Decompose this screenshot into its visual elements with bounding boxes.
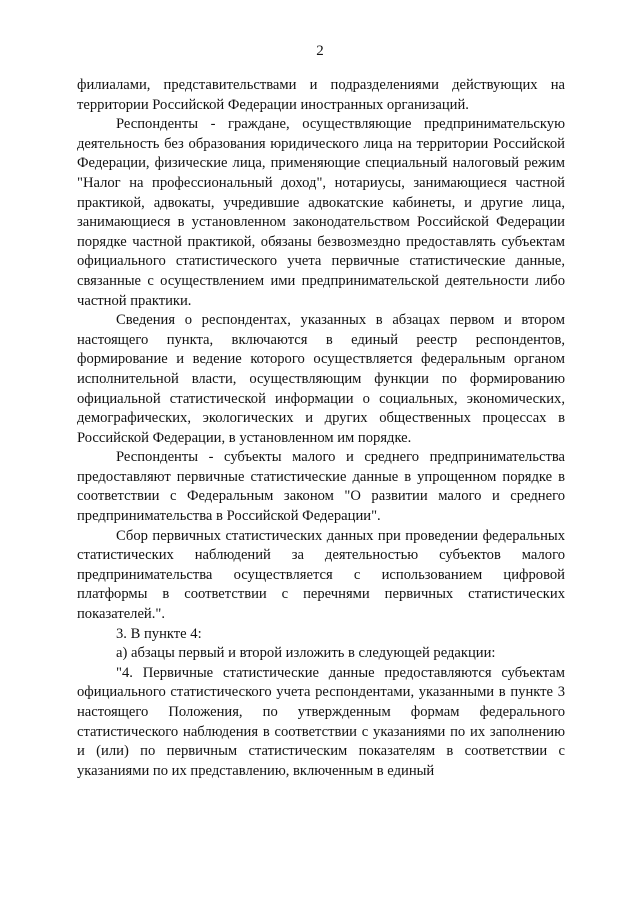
paragraph-point-4-new-text: "4. Первичные статистические данные предоставляются субъектам официального статистического учета респондентами, указанными в пункте 3 настоящего Положения, по утвержденным формам федерального статистического наблюдения в соответствии с указаниями по их заполнению и (или) по первичным статистическим показателям в соответствии с указаниями по их представлению, включенным в единый [77,664,565,779]
page-number: 2 [316,43,324,59]
document-body [77,76,565,781]
paragraph-respondents-registry: Сведения о респондентах, указанных в абзацах первом и втором настоящего пункта, включаются в единый реестр респондентов, формирование и ведение которого осуществляется федеральным органом исполнительной власти, осуществляющим функции по формированию официальной статистической информации о социальных, экономических, демографических, экологических и других общественных процессах в Российской Федерации, в установленном им порядке. [77,312,565,446]
paragraph-subpoint-a: а) абзацы первый и второй изложить в следующей редакции: [116,645,496,662]
paragraph-continuation: филиалами, представительствами и подразделениями действующих на территории Российской Федерации иностранных организаций. [77,77,565,113]
paragraph-small-business: Респонденты - субъекты малого и среднего предпринимательства предоставляют первичные статистические данные в упрощенном порядке в соответствии с Федеральным законом "О развитии малого и среднего предпринимательства в Российской Федерации". [77,449,565,525]
paragraph-respondents-citizens: Респонденты - граждане, осуществляющие предпринимательскую деятельность без образования юридического лица на территории Российской Федерации, физические лица, применяющие специальный налоговый режим "Налог на профессиональный доход", нотариусы, занимающиеся частной практикой, адвокаты, учредившие адвокатские кабинеты, и другие лица, занимающиеся в установленном законодательством Российской Федерации порядке частной практикой, обязаны безвозмездно предоставлять субъектам официального статистического учета первичные статистические данные, связанные с осуществлением ими предпринимательской деятельности либо частной практики. [77,116,565,309]
paragraph-point-3: 3. В пункте 4: [116,625,202,642]
paragraph-digital-platform: Сбор первичных статистических данных при проведении федеральных статистических наблюдений за деятельностью субъектов малого предпринимательства осуществляется с использованием цифровой платформы в соответствии с перечнями первичных статистических показателей.". [77,527,565,623]
